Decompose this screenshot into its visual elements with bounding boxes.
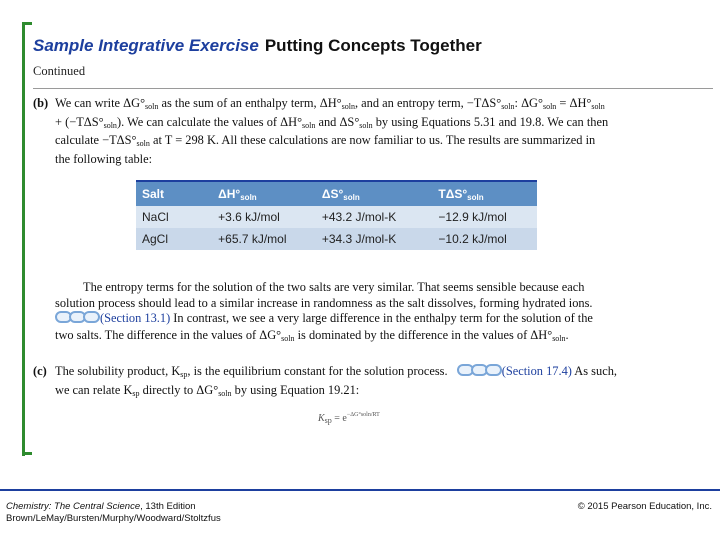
concept-link-icon[interactable] <box>55 311 97 328</box>
part-b-line-4: the following table: <box>55 151 153 166</box>
entropy-line-2: solution process should lead to a similar increase in randomness as the salt dissolves, forming hydrated ions. <box>55 295 593 310</box>
part-b-paragraph <box>33 96 693 166</box>
title-topic: Putting Concepts Together <box>264 36 482 55</box>
cell-salt: AgCl <box>136 228 212 250</box>
table-row <box>136 206 537 228</box>
footer-citation: Chemistry: The Central Science, 13th Edition Brown/LeMay/Bursten/Murphy/Woodward/Stoltzfus <box>6 501 221 524</box>
part-c-text <box>55 364 695 401</box>
part-b-line-2: + $(-T\Delta S^\circ_{soln})$. We can calculate the values of $\Delta H^\circ_{soln}$ and $\Delta S^\circ_{soln}$ by using Equations 5.31 and 19.8. We can then <box>55 114 609 130</box>
entropy-paragraph <box>55 280 705 346</box>
col-salt: Salt <box>136 181 212 206</box>
cell-salt: NaCl <box>136 206 212 228</box>
title-exercise: Sample Integrative Exercise <box>33 36 259 55</box>
footer-divider <box>0 489 720 491</box>
left-accent-bracket <box>22 22 32 456</box>
left-accent-bracket-foot <box>22 452 32 455</box>
cell-ds: +34.3 J/mol-K <box>316 228 433 250</box>
section-13-1-link[interactable]: (Section 13.1) <box>100 311 171 326</box>
part-c-line-2: we can relate $K_{sp}$ directly to $\Delta G^\circ_{soln}$ by using Equation 19.21: <box>55 382 360 398</box>
header-divider <box>33 88 713 89</box>
footer-copyright: © 2015 Pearson Education, Inc. <box>577 501 712 512</box>
entropy-line-1: The entropy terms for the solution of the two salts are very similar. That seems sensible because each <box>83 280 585 294</box>
col-dh: $\Delta H^\circ_{soln}$ <box>212 181 316 206</box>
enthalpy-entropy-table <box>136 180 537 250</box>
entropy-line-4: two salts. The difference in the values of $\Delta G^\circ_{soln}$ is dominated by the difference in the values of $\Delta H^\circ_{soln}$. <box>55 327 569 343</box>
table-row <box>136 228 537 250</box>
concept-link-icon[interactable] <box>457 364 499 381</box>
part-b-line-1: We can write $\Delta G^\circ_{soln}$ as the sum of an enthalpy term, $\Delta H^\circ_{soln}$, and an entropy term, $-T\Delta S^\circ_{soln}$: $\Delta G^\circ_{soln} = \Delta H^\circ_{soln}$ <box>55 96 605 111</box>
part-c-label: (c) <box>33 364 47 378</box>
part-b-text <box>55 96 695 167</box>
cell-tds: −10.2 kJ/mol <box>432 228 537 250</box>
entropy-line-3: (Section 13.1) In contrast, we see a very large difference in the enthalpy term for the solution of the <box>55 311 705 328</box>
ksp-equation: $K_{sp} = e^{-\Delta G^\circ soln/RT}$ <box>318 412 380 425</box>
continued-label: Continued <box>33 64 86 78</box>
part-b-line-3: calculate $-T\Delta S^\circ_{soln}$ at T = 298 K. All these calculations are now familiar to us. The results are summarized in <box>55 133 596 149</box>
cell-dh: +65.7 kJ/mol <box>212 228 316 250</box>
cell-dh: +3.6 kJ/mol <box>212 206 316 228</box>
section-17-4-link[interactable]: (Section 17.4) <box>501 364 572 379</box>
cell-tds: −12.9 kJ/mol <box>432 206 537 228</box>
slide-title <box>33 36 482 56</box>
part-c-line-1: The solubility product, $K_{sp}$, is the equilibrium constant for the solution process. (Section 17.4) As such, <box>55 364 617 380</box>
col-ds: $\Delta S^\circ_{soln}$ <box>316 181 433 206</box>
part-b-label: (b) <box>33 96 49 110</box>
cell-ds: +43.2 J/mol-K <box>316 206 433 228</box>
col-tds: $T\Delta S^\circ_{soln}$ <box>432 181 537 206</box>
table-header-row <box>136 181 537 206</box>
